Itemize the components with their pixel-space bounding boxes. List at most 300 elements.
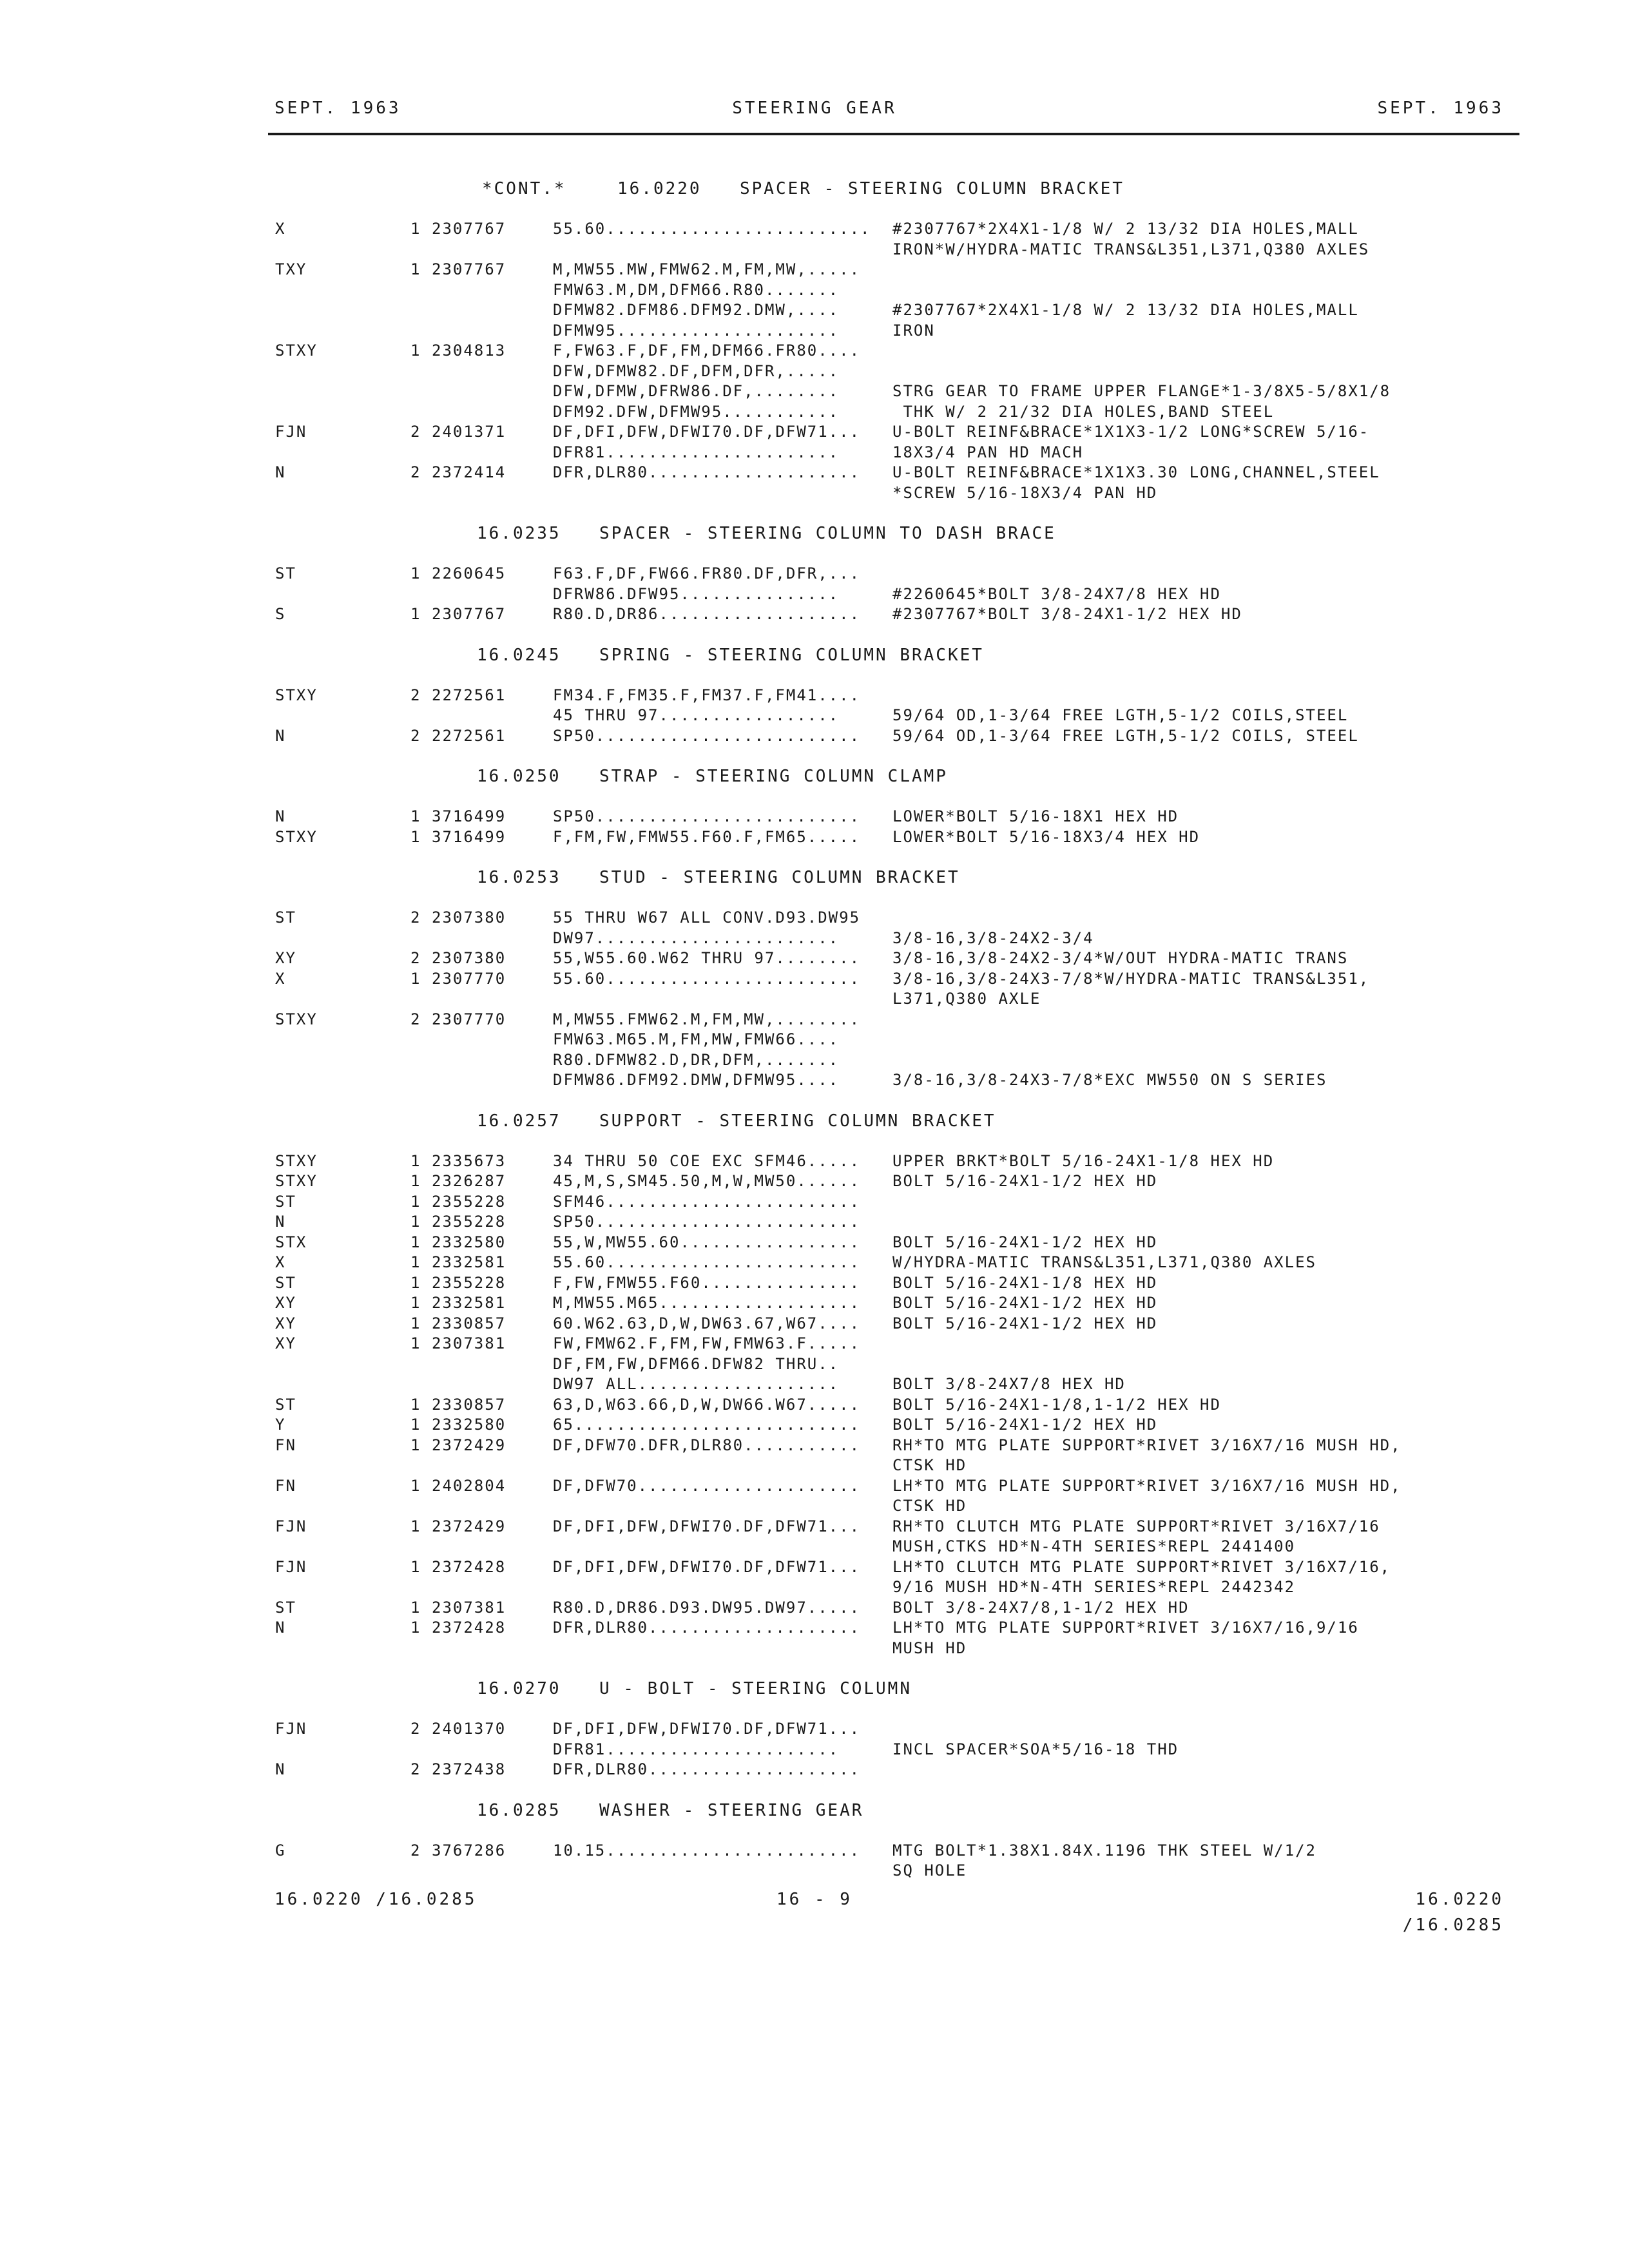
table-row bbox=[0, 807, 1629, 827]
description: U-BOLT REINF&BRACE*1X1X3-1/2 LONG*SCREW 5/16- bbox=[892, 423, 1370, 441]
series-code: FJN bbox=[275, 423, 307, 441]
series-code: X bbox=[275, 220, 286, 238]
table-row bbox=[0, 1171, 1629, 1192]
quantity: 1 bbox=[410, 1619, 421, 1637]
section-title: STUD - STEERING COLUMN BRACKET bbox=[599, 868, 960, 887]
quantity: 1 bbox=[410, 1273, 421, 1292]
description: BOLT 3/8-24X7/8,1-1/2 HEX HD bbox=[892, 1598, 1190, 1617]
application: F63.F,DF,FW66.FR80.DF,DFR,... bbox=[553, 564, 861, 582]
quantity: 1 bbox=[410, 1253, 421, 1271]
section-heading bbox=[0, 1091, 1629, 1151]
quantity: 2 bbox=[410, 949, 421, 967]
quantity: 1 bbox=[410, 220, 421, 238]
continued-marker: *CONT.* bbox=[482, 179, 566, 198]
table-row bbox=[0, 1861, 1629, 1881]
table-row bbox=[0, 260, 1629, 280]
table-row bbox=[0, 928, 1629, 949]
part-number: 2402804 bbox=[432, 1476, 506, 1495]
quantity: 1 bbox=[410, 1598, 421, 1617]
description: RH*TO CLUTCH MTG PLATE SUPPORT*RIVET 3/16X7/16 bbox=[892, 1517, 1380, 1535]
header-date-left: SEPT. 1963 bbox=[275, 99, 401, 118]
description: BOLT 3/8-24X7/8 HEX HD bbox=[892, 1375, 1126, 1393]
section-number: 16.0257 bbox=[477, 1111, 561, 1131]
part-number: 3716499 bbox=[432, 827, 506, 846]
series-code: STXY bbox=[275, 686, 318, 704]
application: 55.60........................ bbox=[553, 969, 861, 988]
part-number: 2355228 bbox=[432, 1273, 506, 1292]
description: BOLT 5/16-24X1-1/2 HEX HD bbox=[892, 1233, 1158, 1251]
section-heading bbox=[0, 159, 1629, 219]
quantity: 1 bbox=[410, 807, 421, 825]
table-row bbox=[0, 402, 1629, 423]
series-code: STXY bbox=[275, 1172, 318, 1190]
parts-list bbox=[0, 159, 1629, 1881]
table-row bbox=[0, 1639, 1629, 1659]
quantity: 1 bbox=[410, 1517, 421, 1535]
table-row bbox=[0, 1050, 1629, 1071]
application: DFRW86.DFW95............... bbox=[553, 584, 840, 603]
part-number: 2307767 bbox=[432, 605, 506, 623]
quantity: 2 bbox=[410, 463, 421, 481]
page-header bbox=[0, 95, 1629, 121]
series-code: ST bbox=[275, 1598, 296, 1617]
quantity: 1 bbox=[410, 1294, 421, 1312]
table-row bbox=[0, 969, 1629, 990]
description: LH*TO MTG PLATE SUPPORT*RIVET 3/16X7/16 MUSH HD, bbox=[892, 1476, 1402, 1495]
series-code: XY bbox=[275, 1334, 296, 1352]
table-row bbox=[0, 564, 1629, 584]
table-row bbox=[0, 1293, 1629, 1314]
application: R80.D,DR86.D93.DW95.DW97..... bbox=[553, 1598, 861, 1617]
table-row bbox=[0, 443, 1629, 463]
table-row bbox=[0, 948, 1629, 969]
part-number: 2372429 bbox=[432, 1436, 506, 1454]
application: F,FM,FW,FMW55.F60.F,FM65..... bbox=[553, 827, 861, 846]
part-number: 2332580 bbox=[432, 1416, 506, 1434]
application: FMW63.M65.M,FM,MW,FMW66.... bbox=[553, 1030, 840, 1048]
section-title: SPACER - STEERING COLUMN TO DASH BRACE bbox=[599, 524, 1056, 543]
quantity: 1 bbox=[410, 1476, 421, 1495]
application: F,FW,FMW55.F60............... bbox=[553, 1273, 861, 1292]
series-code: S bbox=[275, 605, 286, 623]
section-number: 16.0250 bbox=[477, 767, 561, 786]
quantity: 2 bbox=[410, 686, 421, 704]
section-number: 16.0220 bbox=[617, 179, 702, 198]
application: DFR81...................... bbox=[553, 1740, 840, 1758]
application: DF,DFI,DFW,DFWI70.DF,DFW71... bbox=[553, 1517, 861, 1535]
table-row bbox=[0, 483, 1629, 504]
series-code: X bbox=[275, 1253, 286, 1271]
table-row bbox=[0, 280, 1629, 301]
application: M,MW55.M65................... bbox=[553, 1294, 861, 1312]
description: 18X3/4 PAN HD MACH bbox=[892, 443, 1084, 461]
quantity: 1 bbox=[410, 1436, 421, 1454]
table-row bbox=[0, 706, 1629, 726]
description: BOLT 5/16-24X1-1/2 HEX HD bbox=[892, 1294, 1158, 1312]
series-code: ST bbox=[275, 908, 296, 927]
table-row bbox=[0, 1273, 1629, 1294]
application: 55.60........................ bbox=[553, 1253, 861, 1271]
description: #2307767*2X4X1-1/8 W/ 2 13/32 DIA HOLES,MALL bbox=[892, 220, 1359, 238]
section-title: STRAP - STEERING COLUMN CLAMP bbox=[599, 767, 948, 786]
application: 45,M,S,SM45.50,M,W,MW50...... bbox=[553, 1172, 861, 1190]
table-row bbox=[0, 1557, 1629, 1578]
description: MUSH,CTKS HD*N-4TH SERIES*REPL 2441400 bbox=[892, 1537, 1296, 1555]
series-code: XY bbox=[275, 949, 296, 967]
table-row bbox=[0, 1517, 1629, 1537]
series-code: X bbox=[275, 969, 286, 988]
description: 3/8-16,3/8-24X2-3/4 bbox=[892, 928, 1094, 947]
table-row bbox=[0, 1374, 1629, 1395]
series-code: Y bbox=[275, 1416, 286, 1434]
part-number: 2307767 bbox=[432, 260, 506, 278]
table-row bbox=[0, 1476, 1629, 1497]
description: 9/16 MUSH HD*N-4TH SERIES*REPL 2442342 bbox=[892, 1578, 1296, 1596]
series-code: ST bbox=[275, 564, 296, 582]
series-code: N bbox=[275, 463, 286, 481]
description: IRON bbox=[892, 321, 935, 340]
description: BOLT 5/16-24X1-1/8 HEX HD bbox=[892, 1273, 1158, 1292]
description: #2307767*BOLT 3/8-24X1-1/2 HEX HD bbox=[892, 605, 1242, 623]
part-number: 2307380 bbox=[432, 908, 506, 927]
application: DFR,DLR80.................... bbox=[553, 1619, 861, 1637]
series-code: FJN bbox=[275, 1517, 307, 1535]
description: BOLT 5/16-24X1-1/8,1-1/2 HEX HD bbox=[892, 1395, 1221, 1414]
page-footer bbox=[0, 1887, 1629, 1935]
series-code: XY bbox=[275, 1314, 296, 1332]
series-code: N bbox=[275, 807, 286, 825]
table-row bbox=[0, 584, 1629, 605]
header-rule bbox=[268, 133, 1519, 135]
description: STRG GEAR TO FRAME UPPER FLANGE*1-3/8X5-5/8X1/8 bbox=[892, 382, 1391, 400]
application: DFR,DLR80.................... bbox=[553, 1760, 861, 1778]
part-number: 2335673 bbox=[432, 1151, 506, 1170]
description: CTSK HD bbox=[892, 1497, 967, 1515]
section-title: SPACER - STEERING COLUMN BRACKET bbox=[740, 179, 1124, 198]
footer-range-right: 16.0220 /16.0285 bbox=[1402, 1890, 1504, 1935]
description: THK W/ 2 21/32 DIA HOLES,BAND STEEL bbox=[892, 402, 1275, 421]
part-number: 2307770 bbox=[432, 1010, 506, 1028]
application: 55,W,MW55.60................. bbox=[553, 1233, 861, 1251]
quantity: 2 bbox=[410, 1720, 421, 1738]
part-number: 2332581 bbox=[432, 1253, 506, 1271]
table-row bbox=[0, 1151, 1629, 1172]
section-heading bbox=[0, 746, 1629, 807]
series-code: N bbox=[275, 1213, 286, 1231]
table-row bbox=[0, 1841, 1629, 1861]
application: 60.W62.63,D,W,DW63.67,W67.... bbox=[553, 1314, 861, 1332]
part-number: 2372428 bbox=[432, 1557, 506, 1576]
application: SFM46........................ bbox=[553, 1192, 861, 1211]
description: INCL SPACER*SOA*5/16-18 THD bbox=[892, 1740, 1179, 1758]
table-row bbox=[0, 341, 1629, 361]
description: 3/8-16,3/8-24X3-7/8*W/HYDRA-MATIC TRANS&L351, bbox=[892, 969, 1370, 988]
section-title: WASHER - STEERING GEAR bbox=[599, 1800, 864, 1820]
application: DF,FM,FW,DFM66.DFW82 THRU.. bbox=[553, 1354, 840, 1373]
description: W/HYDRA-MATIC TRANS&L351,L371,Q380 AXLES bbox=[892, 1253, 1316, 1271]
description: 59/64 OD,1-3/64 FREE LGTH,5-1/2 COILS, STEEL bbox=[892, 726, 1359, 745]
table-row bbox=[0, 1010, 1629, 1030]
part-number: 2372428 bbox=[432, 1619, 506, 1637]
application: DW97....................... bbox=[553, 928, 840, 947]
part-number: 2372438 bbox=[432, 1760, 506, 1778]
table-row bbox=[0, 1253, 1629, 1273]
section-title: U - BOLT - STEERING COLUMN bbox=[599, 1679, 912, 1698]
series-code: N bbox=[275, 1760, 286, 1778]
part-number: 2307381 bbox=[432, 1598, 506, 1617]
application: DF,DFW70..................... bbox=[553, 1476, 861, 1495]
application: DF,DFI,DFW,DFWI70.DF,DFW71... bbox=[553, 1557, 861, 1576]
table-row bbox=[0, 1740, 1629, 1760]
part-number: 2304813 bbox=[432, 341, 506, 360]
table-row bbox=[0, 1354, 1629, 1375]
application: 65........................... bbox=[553, 1416, 861, 1434]
part-number: 2332580 bbox=[432, 1233, 506, 1251]
table-row bbox=[0, 422, 1629, 443]
description: L371,Q380 AXLE bbox=[892, 990, 1041, 1008]
table-row bbox=[0, 1537, 1629, 1557]
series-code: ST bbox=[275, 1273, 296, 1292]
table-row bbox=[0, 361, 1629, 382]
series-code: STXY bbox=[275, 341, 318, 360]
table-row bbox=[0, 1314, 1629, 1334]
series-code: STXY bbox=[275, 827, 318, 846]
application: 55.60......................... bbox=[553, 220, 871, 238]
quantity: 1 bbox=[410, 1416, 421, 1434]
part-number: 2332581 bbox=[432, 1294, 506, 1312]
quantity: 2 bbox=[410, 908, 421, 927]
part-number: 2355228 bbox=[432, 1213, 506, 1231]
application: DFR81...................... bbox=[553, 443, 840, 461]
quantity: 1 bbox=[410, 260, 421, 278]
quantity: 1 bbox=[410, 605, 421, 623]
application: SP50......................... bbox=[553, 807, 861, 825]
series-code: STXY bbox=[275, 1151, 318, 1170]
description: CTSK HD bbox=[892, 1456, 967, 1474]
description: BOLT 5/16-24X1-1/2 HEX HD bbox=[892, 1416, 1158, 1434]
section-heading bbox=[0, 847, 1629, 908]
part-number: 2401371 bbox=[432, 423, 506, 441]
quantity: 1 bbox=[410, 1172, 421, 1190]
series-code: FJN bbox=[275, 1557, 307, 1576]
table-row bbox=[0, 219, 1629, 240]
header-title: STEERING GEAR bbox=[732, 99, 897, 118]
table-row bbox=[0, 1618, 1629, 1639]
table-row bbox=[0, 1760, 1629, 1780]
application: DFW,DFMW,DFRW86.DF,........ bbox=[553, 382, 840, 400]
table-row bbox=[0, 726, 1629, 747]
table-row bbox=[0, 1436, 1629, 1456]
application: F,FW63.F,DF,FM,DFM66.FR80.... bbox=[553, 341, 861, 360]
part-number: 2272561 bbox=[432, 726, 506, 745]
part-number: 2355228 bbox=[432, 1192, 506, 1211]
application: DF,DFW70.DFR,DLR80........... bbox=[553, 1436, 861, 1454]
section-heading bbox=[0, 1780, 1629, 1841]
part-number: 2401370 bbox=[432, 1720, 506, 1738]
series-code: N bbox=[275, 1619, 286, 1637]
part-number: 2326287 bbox=[432, 1172, 506, 1190]
application: 55 THRU W67 ALL CONV.D93.DW95 bbox=[553, 908, 861, 927]
header-date-right: SEPT. 1963 bbox=[1377, 99, 1504, 118]
quantity: 1 bbox=[410, 341, 421, 360]
series-code: G bbox=[275, 1841, 286, 1860]
series-code: FJN bbox=[275, 1720, 307, 1738]
application: 45 THRU 97................. bbox=[553, 706, 840, 724]
application: SP50......................... bbox=[553, 726, 861, 745]
description: SQ HOLE bbox=[892, 1861, 967, 1879]
series-code: TXY bbox=[275, 260, 307, 278]
application: FM34.F,FM35.F,FM37.F,FM41.... bbox=[553, 686, 861, 704]
application: M,MW55.MW,FMW62.M,FM,MW,..... bbox=[553, 260, 861, 278]
application: FMW63.M,DM,DFM66.R80....... bbox=[553, 280, 840, 299]
description: LH*TO CLUTCH MTG PLATE SUPPORT*RIVET 3/16X7/16, bbox=[892, 1557, 1391, 1576]
table-row bbox=[0, 1334, 1629, 1354]
quantity: 2 bbox=[410, 423, 421, 441]
quantity: 1 bbox=[410, 1395, 421, 1414]
description: *SCREW 5/16-18X3/4 PAN HD bbox=[892, 483, 1158, 502]
application: 10.15........................ bbox=[553, 1841, 861, 1860]
table-row bbox=[0, 1598, 1629, 1619]
table-row bbox=[0, 1030, 1629, 1050]
quantity: 1 bbox=[410, 1314, 421, 1332]
description: 3/8-16,3/8-24X3-7/8*EXC MW550 ON S SERIES bbox=[892, 1071, 1327, 1089]
description: BOLT 5/16-24X1-1/2 HEX HD bbox=[892, 1172, 1158, 1190]
application: DF,DFI,DFW,DFWI70.DF,DFW71... bbox=[553, 423, 861, 441]
table-row bbox=[0, 604, 1629, 625]
table-row bbox=[0, 1456, 1629, 1476]
application: 63,D,W63.66,D,W,DW66.W67..... bbox=[553, 1395, 861, 1414]
application: M,MW55.FMW62.M,FM,MW,........ bbox=[553, 1010, 861, 1028]
table-row bbox=[0, 989, 1629, 1010]
quantity: 2 bbox=[410, 726, 421, 745]
table-row bbox=[0, 1395, 1629, 1416]
series-code: N bbox=[275, 726, 286, 745]
table-row bbox=[0, 381, 1629, 402]
section-number: 16.0253 bbox=[477, 868, 561, 887]
description: MTG BOLT*1.38X1.84X.1196 THK STEEL W/1/2 bbox=[892, 1841, 1316, 1860]
description: BOLT 5/16-24X1-1/2 HEX HD bbox=[892, 1314, 1158, 1332]
application: DFR,DLR80.................... bbox=[553, 463, 861, 481]
application: 55,W55.60.W62 THRU 97........ bbox=[553, 949, 861, 967]
description: 3/8-16,3/8-24X2-3/4*W/OUT HYDRA-MATIC TRANS bbox=[892, 949, 1349, 967]
part-number: 2272561 bbox=[432, 686, 506, 704]
application: DFMW82.DFM86.DFM92.DMW,.... bbox=[553, 301, 840, 319]
footer-range-left: 16.0220 /16.0285 bbox=[275, 1890, 477, 1909]
table-row bbox=[0, 1496, 1629, 1517]
quantity: 1 bbox=[410, 1213, 421, 1231]
table-row bbox=[0, 686, 1629, 706]
description: UPPER BRKT*BOLT 5/16-24X1-1/8 HEX HD bbox=[892, 1151, 1275, 1170]
series-code: ST bbox=[275, 1395, 296, 1414]
application: SP50......................... bbox=[553, 1213, 861, 1231]
quantity: 1 bbox=[410, 564, 421, 582]
table-row bbox=[0, 1070, 1629, 1091]
application: DFM92.DFW,DFMW95........... bbox=[553, 402, 840, 421]
table-row bbox=[0, 1212, 1629, 1233]
table-row bbox=[0, 1233, 1629, 1253]
section-number: 16.0245 bbox=[477, 645, 561, 665]
description: MUSH HD bbox=[892, 1639, 967, 1657]
description: #2307767*2X4X1-1/8 W/ 2 13/32 DIA HOLES,MALL bbox=[892, 301, 1359, 319]
application: DFMW95..................... bbox=[553, 321, 840, 340]
application: R80.D,DR86................... bbox=[553, 605, 861, 623]
table-row bbox=[0, 1719, 1629, 1740]
section-number: 16.0270 bbox=[477, 1679, 561, 1698]
section-heading bbox=[0, 1658, 1629, 1719]
table-row bbox=[0, 908, 1629, 928]
application: DW97 ALL................... bbox=[553, 1375, 840, 1393]
application: 34 THRU 50 COE EXC SFM46..... bbox=[553, 1151, 861, 1170]
part-number: 3767286 bbox=[432, 1841, 506, 1860]
quantity: 1 bbox=[410, 969, 421, 988]
description: LOWER*BOLT 5/16-18X3/4 HEX HD bbox=[892, 827, 1200, 846]
description: LH*TO MTG PLATE SUPPORT*RIVET 3/16X7/16,9/16 bbox=[892, 1619, 1359, 1637]
description: 59/64 OD,1-3/64 FREE LGTH,5-1/2 COILS,STEEL bbox=[892, 706, 1349, 724]
part-number: 2307381 bbox=[432, 1334, 506, 1352]
series-code: FN bbox=[275, 1436, 296, 1454]
quantity: 1 bbox=[410, 1334, 421, 1352]
description: RH*TO MTG PLATE SUPPORT*RIVET 3/16X7/16 MUSH HD, bbox=[892, 1436, 1402, 1454]
description: #2260645*BOLT 3/8-24X7/8 HEX HD bbox=[892, 584, 1221, 603]
series-code: STXY bbox=[275, 1010, 318, 1028]
application: FW,FMW62.F,FM,FW,FMW63.F..... bbox=[553, 1334, 861, 1352]
part-number: 2330857 bbox=[432, 1395, 506, 1414]
part-number: 3716499 bbox=[432, 807, 506, 825]
part-number: 2307770 bbox=[432, 969, 506, 988]
quantity: 1 bbox=[410, 1192, 421, 1211]
series-code: XY bbox=[275, 1294, 296, 1312]
table-row bbox=[0, 1577, 1629, 1598]
quantity: 2 bbox=[410, 1010, 421, 1028]
section-title: SUPPORT - STEERING COLUMN BRACKET bbox=[599, 1111, 996, 1131]
table-row bbox=[0, 240, 1629, 260]
section-title: SPRING - STEERING COLUMN BRACKET bbox=[599, 645, 984, 665]
section-heading bbox=[0, 625, 1629, 686]
series-code: FN bbox=[275, 1476, 296, 1495]
quantity: 1 bbox=[410, 1233, 421, 1251]
part-number: 2372429 bbox=[432, 1517, 506, 1535]
quantity: 1 bbox=[410, 827, 421, 846]
series-code: ST bbox=[275, 1192, 296, 1211]
table-row bbox=[0, 300, 1629, 321]
footer-page-number: 16 - 9 bbox=[776, 1890, 853, 1909]
quantity: 2 bbox=[410, 1841, 421, 1860]
part-number: 2260645 bbox=[432, 564, 506, 582]
part-number: 2307380 bbox=[432, 949, 506, 967]
table-row bbox=[0, 321, 1629, 341]
section-number: 16.0235 bbox=[477, 524, 561, 543]
table-row bbox=[0, 1192, 1629, 1213]
part-number: 2307767 bbox=[432, 220, 506, 238]
quantity: 1 bbox=[410, 1557, 421, 1576]
series-code: STX bbox=[275, 1233, 307, 1251]
part-number: 2330857 bbox=[432, 1314, 506, 1332]
quantity: 1 bbox=[410, 1151, 421, 1170]
table-row bbox=[0, 1415, 1629, 1436]
application: R80.DFMW82.D,DR,DFM,....... bbox=[553, 1050, 840, 1069]
section-heading bbox=[0, 503, 1629, 564]
description: IRON*W/HYDRA-MATIC TRANS&L351,L371,Q380 AXLES bbox=[892, 240, 1370, 258]
section-number: 16.0285 bbox=[477, 1800, 561, 1820]
description: U-BOLT REINF&BRACE*1X1X3.30 LONG,CHANNEL,STEEL bbox=[892, 463, 1380, 481]
application: DF,DFI,DFW,DFWI70.DF,DFW71... bbox=[553, 1720, 861, 1738]
table-row bbox=[0, 827, 1629, 848]
description: LOWER*BOLT 5/16-18X1 HEX HD bbox=[892, 807, 1179, 825]
part-number: 2372414 bbox=[432, 463, 506, 481]
application: DFMW86.DFM92.DMW,DFMW95.... bbox=[553, 1071, 840, 1089]
table-row bbox=[0, 463, 1629, 483]
application: DFW,DFMW82.DF,DFM,DFR,..... bbox=[553, 361, 840, 380]
